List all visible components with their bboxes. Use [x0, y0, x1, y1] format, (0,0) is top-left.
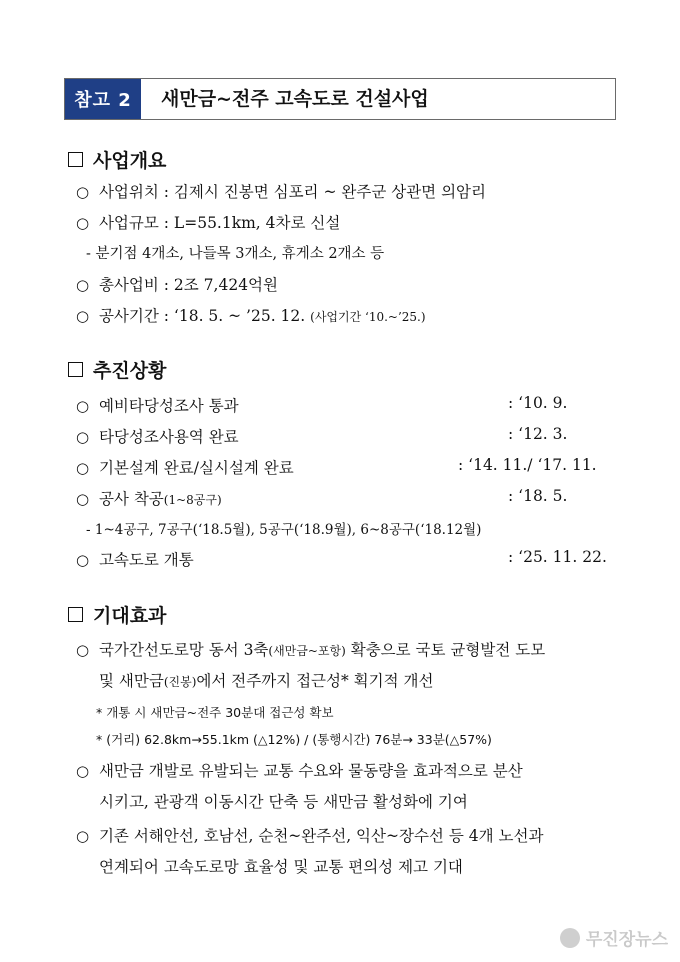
effect-item-continued: 연계되어 고속도로망 효율성 및 교통 편의성 제고 기대	[99, 858, 463, 876]
footnote: * (거리) 62.8km→55.1km (△12%) / (통행시간) 76분→ 33분(△57%)	[96, 732, 492, 747]
page-title: 새만금~전주 고속도로 건설사업	[161, 88, 429, 110]
progress-date: : ‘10. 9.	[508, 394, 568, 412]
progress-row: ○ 공사 착공(1~8공구)	[76, 490, 222, 508]
sub-item: - 분기점 4개소, 나들목 3개소, 휴게소 2개소 등	[86, 246, 385, 262]
progress-row: ○ 예비타당성조사 통과	[76, 397, 239, 415]
sub-item: - 1~4공구, 7공구(‘18.5월), 5공구(‘18.9월), 6~8공구(‘18.12월)	[86, 522, 482, 538]
section-heading-progress: 추진상황	[68, 356, 166, 383]
progress-date: : ‘25. 11. 22.	[508, 548, 607, 566]
footnote: * 개통 시 새만금~전주 30분대 접근성 확보	[96, 705, 334, 720]
section-heading-overview: 사업개요	[68, 146, 166, 173]
reference-tag: 참고 2	[65, 79, 141, 119]
progress-date: : ‘18. 5.	[508, 487, 568, 505]
period-note: (사업기간 ‘10.~’25.)	[310, 310, 426, 324]
checkbox-icon	[68, 362, 83, 377]
effect-item-continued: 및 새만금(진봉)에서 전주까지 접근성* 획기적 개선	[99, 672, 434, 690]
progress-row: ○ 고속도로 개통	[76, 551, 194, 569]
logo-icon	[560, 928, 580, 948]
list-item: ○ 총사업비 : 2조 7,424억원	[76, 276, 279, 294]
progress-date: : ‘12. 3.	[508, 425, 568, 443]
effect-item-continued: 시키고, 관광객 이동시간 단축 등 새만금 활성화에 기여	[99, 793, 468, 811]
checkbox-icon	[68, 607, 83, 622]
progress-date: : ‘14. 11./ ‘17. 11.	[458, 456, 597, 474]
list-item: ○ 사업위치 : 김제시 진봉면 심포리 ~ 완주군 상관면 의암리	[76, 183, 486, 201]
checkbox-icon	[68, 152, 83, 167]
progress-row: ○ 기본설계 완료/실시설계 완료	[76, 459, 294, 477]
progress-row: ○ 타당성조사용역 완료	[76, 428, 239, 446]
effect-item: ○ 새만금 개발로 유발되는 교통 수요와 물동량을 효과적으로 분산	[76, 762, 523, 780]
list-item: ○ 공사기간 : ‘18. 5. ~ ’25. 12. (사업기간 ‘10.~’25.)	[76, 307, 426, 325]
effect-item: ○ 기존 서해안선, 호남선, 순천~완주선, 익산~장수선 등 4개 노선과	[76, 827, 544, 845]
effect-item: ○ 국가간선도로망 동서 3축(새만금~포항) 확충으로 국토 균형발전 도모	[76, 641, 546, 659]
list-item: ○ 사업규모 : L=55.1km, 4차로 신설	[76, 214, 341, 232]
title-box	[64, 78, 616, 120]
section-heading-effects: 기대효과	[68, 601, 166, 628]
watermark: 무진장뉴스	[560, 925, 668, 950]
